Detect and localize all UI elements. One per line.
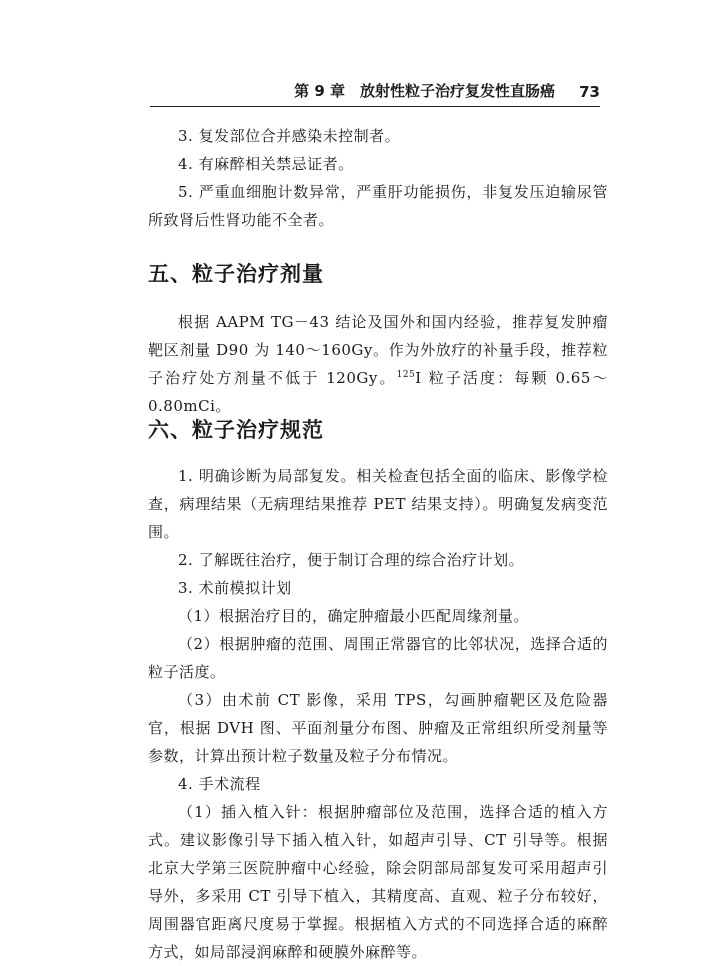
paragraph: 4. 有麻醉相关禁忌证者。 xyxy=(178,155,354,173)
paragraph: （1）根据治疗目的，确定肿瘤最小匹配周缘剂量。 xyxy=(178,607,530,625)
paragraph: （2）根据肿瘤的范围、周围正常器官的比邻状况，选择合适的粒子活度。 xyxy=(148,635,608,681)
page-number: 73 xyxy=(579,83,600,101)
protocol-section xyxy=(148,462,608,966)
dose-text: 根据 AAPM TG－43 结论及国外和国内经验，推荐复发肿瘤靶区剂量 D90 为 140～160Gy。作为外放疗的补量手段，推荐粒子治疗处方剂量不低于 120Gy。 xyxy=(148,313,608,387)
isotope-superscript: 125 xyxy=(396,370,416,380)
paragraph: 1. 明确诊断为局部复发。相关检查包括全面的临床、影像学检查，病理结果（无病理结果推荐 PET 结果支持）。明确复发病变范围。 xyxy=(148,467,608,541)
paragraph: 3. 复发部位合并感染未控制者。 xyxy=(178,127,401,145)
paragraph: 4. 手术流程 xyxy=(178,775,261,793)
running-header xyxy=(150,80,600,107)
paragraph: 3. 术前模拟计划 xyxy=(178,579,292,597)
section-heading-dose: 五、粒子治疗剂量 xyxy=(148,262,324,286)
paragraph: （1）插入植入针：根据肿瘤部位及范围，选择合适的植入方式。建议影像引导下插入植入针，如超声引导、CT 引导等。根据北京大学第三医院肿瘤中心经验，除会阴部局部复发可采用超声引导外，多采用 CT 引导下植入，其精度高、直观、粒子分布较好，周围器官距离尺度易于掌握。根据植入方式的不同选择合适的麻醉方式，如局部浸润麻醉和硬膜外麻醉等。 xyxy=(148,803,608,961)
paragraph xyxy=(148,308,608,420)
contraindications-list xyxy=(148,122,608,234)
chapter-title: 第 9 章 放射性粒子治疗复发性直肠癌 xyxy=(294,82,555,100)
paragraph: 5. 严重血细胞计数异常，严重肝功能损伤，非复发压迫输尿管所致肾后性肾功能不全者。 xyxy=(148,183,608,229)
dose-section xyxy=(148,308,608,420)
paragraph: （3）由术前 CT 影像，采用 TPS，勾画肿瘤靶区及危险器官，根据 DVH 图、平面剂量分布图、肿瘤及正常组织所受剂量等参数，计算出预计粒子数量及粒子分布情况。 xyxy=(148,691,608,765)
dose-text-tail: I 粒子活度：每颗 0.65～0.80mCi。 xyxy=(148,369,608,415)
paragraph: 2. 了解既往治疗，便于制订合理的综合治疗计划。 xyxy=(178,551,525,569)
section-heading-protocol: 六、粒子治疗规范 xyxy=(148,418,324,442)
